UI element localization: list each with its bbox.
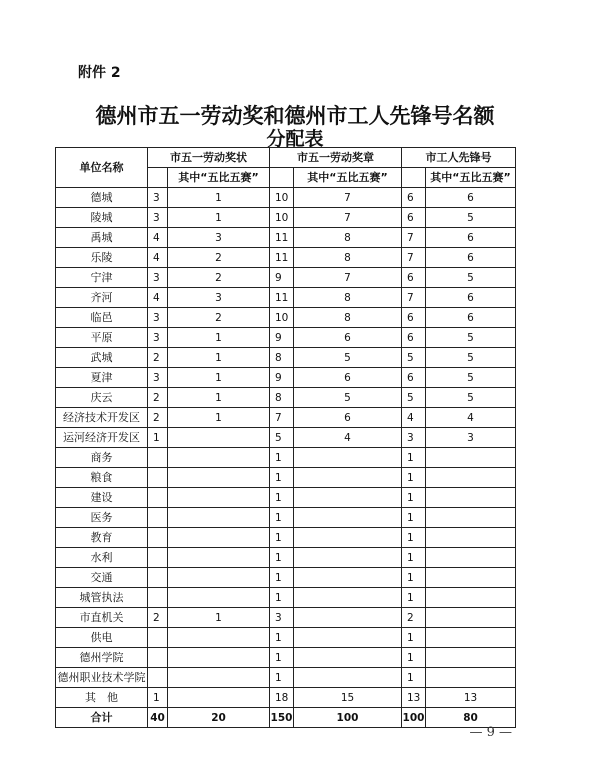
table-row: [56, 588, 516, 608]
medal-total-cell: 1: [270, 448, 294, 468]
medal-total-cell: 11: [270, 248, 294, 268]
medal-total-cell: 1: [270, 648, 294, 668]
table-row: [56, 668, 516, 688]
medal-wubi-cell: [294, 448, 402, 468]
certificate-total-cell: 4: [148, 228, 168, 248]
unit-name-cell: 德州职业技术学院: [56, 668, 148, 688]
medal-wubi-cell: 4: [294, 428, 402, 448]
attachment-label: 附件 2: [78, 65, 121, 81]
table-row: [56, 608, 516, 628]
medal-total-cell: 3: [270, 608, 294, 628]
table-row: [56, 408, 516, 428]
pioneer-wubi-cell: [426, 488, 516, 508]
pioneer-total-cell: 6: [402, 308, 426, 328]
pioneer-total-cell: 5: [402, 348, 426, 368]
certificate-total-cell: [148, 648, 168, 668]
medal-total-cell: 8: [270, 388, 294, 408]
certificate-total-cell: 40: [148, 708, 168, 728]
certificate-total-cell: [148, 488, 168, 508]
certificate-total-cell: [148, 588, 168, 608]
pioneer-total-cell: 6: [402, 368, 426, 388]
unit-name-cell: 水利: [56, 548, 148, 568]
medal-wubi-cell: 8: [294, 228, 402, 248]
document-title: 德州市五一劳动奖和德州市工人先锋号名额: [95, 103, 495, 128]
table-row: [56, 488, 516, 508]
medal-wubi-cell: [294, 628, 402, 648]
medal-wubi-cell: [294, 608, 402, 628]
pioneer-wubi-cell: 5: [426, 388, 516, 408]
certificate-total-cell: 4: [148, 288, 168, 308]
table-row: [56, 428, 516, 448]
medal-wubi-cell: 100: [294, 708, 402, 728]
unit-name-cell: 教育: [56, 528, 148, 548]
unit-name-cell: 医务: [56, 508, 148, 528]
pioneer-wubi-cell: 5: [426, 328, 516, 348]
header-pioneer: 市工人先锋号: [402, 148, 516, 168]
unit-name-cell: 陵城: [56, 208, 148, 228]
unit-name-cell: 经济技术开发区: [56, 408, 148, 428]
certificate-wubi-cell: [168, 588, 270, 608]
pioneer-wubi-cell: 4: [426, 408, 516, 428]
pioneer-total-cell: 6: [402, 188, 426, 208]
medal-wubi-cell: [294, 588, 402, 608]
table-row: [56, 468, 516, 488]
certificate-total-cell: 1: [148, 688, 168, 708]
medal-total-cell: 8: [270, 348, 294, 368]
table-row: [56, 568, 516, 588]
pioneer-total-cell: 5: [402, 388, 426, 408]
certificate-wubi-cell: [168, 568, 270, 588]
pioneer-total-cell: 1: [402, 588, 426, 608]
total-label: 合计: [56, 708, 148, 728]
pioneer-wubi-cell: [426, 448, 516, 468]
certificate-wubi-cell: [168, 468, 270, 488]
pioneer-total-cell: 1: [402, 648, 426, 668]
pioneer-wubi-cell: [426, 468, 516, 488]
pioneer-total-cell: 7: [402, 248, 426, 268]
header-total-cell: [402, 168, 426, 188]
medal-wubi-cell: [294, 648, 402, 668]
medal-total-cell: 9: [270, 328, 294, 348]
medal-total-cell: 10: [270, 188, 294, 208]
pioneer-total-cell: 1: [402, 508, 426, 528]
certificate-total-cell: [148, 468, 168, 488]
pioneer-total-cell: 6: [402, 328, 426, 348]
unit-name-cell: 平原: [56, 328, 148, 348]
pioneer-total-cell: 7: [402, 228, 426, 248]
header-total-cell: [270, 168, 294, 188]
table-row: [56, 448, 516, 468]
unit-name-cell: 供电: [56, 628, 148, 648]
pioneer-total-cell: 6: [402, 208, 426, 228]
pioneer-total-cell: 2: [402, 608, 426, 628]
medal-wubi-cell: 8: [294, 288, 402, 308]
certificate-wubi-cell: [168, 648, 270, 668]
unit-name-cell: 庆云: [56, 388, 148, 408]
table-row: [56, 348, 516, 368]
unit-name-cell: 其 他: [56, 688, 148, 708]
pioneer-wubi-cell: [426, 608, 516, 628]
unit-name-cell: 市直机关: [56, 608, 148, 628]
pioneer-total-cell: 1: [402, 548, 426, 568]
certificate-wubi-cell: 1: [168, 208, 270, 228]
unit-name-cell: 建设: [56, 488, 148, 508]
pioneer-total-cell: 1: [402, 568, 426, 588]
certificate-total-cell: 3: [148, 308, 168, 328]
medal-wubi-cell: 7: [294, 268, 402, 288]
certificate-wubi-cell: [168, 428, 270, 448]
table-row: [56, 628, 516, 648]
header-total-cell: [148, 168, 168, 188]
allocation-table: [55, 147, 516, 728]
certificate-total-cell: 2: [148, 348, 168, 368]
header-labor-medal: 市五一劳动奖章: [270, 148, 402, 168]
medal-total-cell: 18: [270, 688, 294, 708]
certificate-total-cell: [148, 448, 168, 468]
pioneer-wubi-cell: 6: [426, 248, 516, 268]
pioneer-total-cell: 3: [402, 428, 426, 448]
pioneer-total-cell: 1: [402, 528, 426, 548]
header-sub-wubi: 其中“五比五赛”: [426, 168, 516, 188]
pioneer-total-cell: 1: [402, 668, 426, 688]
unit-name-cell: 商务: [56, 448, 148, 468]
medal-wubi-cell: 8: [294, 308, 402, 328]
unit-name-cell: 乐陵: [56, 248, 148, 268]
certificate-wubi-cell: [168, 448, 270, 468]
table-row: [56, 688, 516, 708]
medal-wubi-cell: [294, 508, 402, 528]
pioneer-wubi-cell: 5: [426, 368, 516, 388]
pioneer-total-cell: 13: [402, 688, 426, 708]
medal-wubi-cell: [294, 528, 402, 548]
table-row: [56, 208, 516, 228]
certificate-total-cell: 3: [148, 188, 168, 208]
pioneer-wubi-cell: [426, 508, 516, 528]
medal-total-cell: 1: [270, 508, 294, 528]
unit-name-cell: 城管执法: [56, 588, 148, 608]
pioneer-wubi-cell: 5: [426, 268, 516, 288]
certificate-wubi-cell: 2: [168, 248, 270, 268]
table-row: [56, 188, 516, 208]
certificate-total-cell: [148, 548, 168, 568]
table-row: [56, 528, 516, 548]
medal-wubi-cell: [294, 488, 402, 508]
certificate-wubi-cell: [168, 628, 270, 648]
unit-name-cell: 宁津: [56, 268, 148, 288]
table-row: [56, 648, 516, 668]
certificate-wubi-cell: [168, 688, 270, 708]
pioneer-total-cell: 1: [402, 468, 426, 488]
medal-wubi-cell: 8: [294, 248, 402, 268]
medal-wubi-cell: [294, 468, 402, 488]
certificate-wubi-cell: [168, 508, 270, 528]
unit-name-cell: 粮食: [56, 468, 148, 488]
medal-total-cell: 10: [270, 308, 294, 328]
medal-total-cell: 5: [270, 428, 294, 448]
pioneer-wubi-cell: 6: [426, 308, 516, 328]
pioneer-wubi-cell: 13: [426, 688, 516, 708]
pioneer-total-cell: 1: [402, 488, 426, 508]
medal-total-cell: 1: [270, 668, 294, 688]
certificate-total-cell: [148, 668, 168, 688]
medal-total-cell: 9: [270, 368, 294, 388]
table-row: [56, 508, 516, 528]
medal-wubi-cell: 7: [294, 188, 402, 208]
medal-total-cell: 9: [270, 268, 294, 288]
table-row: [56, 328, 516, 348]
medal-total-cell: 7: [270, 408, 294, 428]
pioneer-wubi-cell: 5: [426, 208, 516, 228]
medal-total-cell: 150: [270, 708, 294, 728]
pioneer-wubi-cell: [426, 568, 516, 588]
medal-total-cell: 1: [270, 528, 294, 548]
unit-name-cell: 武城: [56, 348, 148, 368]
pioneer-wubi-cell: 6: [426, 188, 516, 208]
pioneer-wubi-cell: 6: [426, 288, 516, 308]
medal-total-cell: 11: [270, 228, 294, 248]
header-sub-wubi: 其中“五比五赛”: [168, 168, 270, 188]
pioneer-wubi-cell: 3: [426, 428, 516, 448]
unit-name-cell: 德州学院: [56, 648, 148, 668]
pioneer-total-cell: 1: [402, 628, 426, 648]
medal-wubi-cell: 5: [294, 388, 402, 408]
medal-wubi-cell: [294, 668, 402, 688]
unit-name-cell: 德城: [56, 188, 148, 208]
certificate-wubi-cell: 1: [168, 408, 270, 428]
medal-total-cell: 1: [270, 548, 294, 568]
certificate-wubi-cell: 2: [168, 268, 270, 288]
certificate-total-cell: 1: [148, 428, 168, 448]
certificate-total-cell: 2: [148, 388, 168, 408]
pioneer-total-cell: 6: [402, 268, 426, 288]
certificate-wubi-cell: [168, 488, 270, 508]
table-body: [56, 188, 516, 728]
header-labor-certificate: 市五一劳动奖状: [148, 148, 270, 168]
pioneer-wubi-cell: 5: [426, 348, 516, 368]
unit-name-cell: 交通: [56, 568, 148, 588]
table-row: [56, 248, 516, 268]
pioneer-wubi-cell: [426, 588, 516, 608]
certificate-wubi-cell: 1: [168, 328, 270, 348]
total-row: [56, 708, 516, 728]
document-title-line2: 分配表: [266, 128, 324, 150]
medal-total-cell: 1: [270, 628, 294, 648]
certificate-total-cell: 3: [148, 268, 168, 288]
medal-total-cell: 1: [270, 468, 294, 488]
table-row: [56, 288, 516, 308]
certificate-wubi-cell: 20: [168, 708, 270, 728]
medal-total-cell: 1: [270, 568, 294, 588]
table-row: [56, 228, 516, 248]
pioneer-wubi-cell: [426, 548, 516, 568]
medal-wubi-cell: [294, 548, 402, 568]
medal-total-cell: 1: [270, 588, 294, 608]
medal-wubi-cell: 6: [294, 368, 402, 388]
medal-total-cell: 10: [270, 208, 294, 228]
certificate-total-cell: 3: [148, 328, 168, 348]
unit-name-cell: 齐河: [56, 288, 148, 308]
medal-total-cell: 1: [270, 488, 294, 508]
header-unit-name: 单位名称: [56, 148, 148, 188]
pioneer-wubi-cell: 6: [426, 228, 516, 248]
certificate-wubi-cell: 1: [168, 348, 270, 368]
page-number: — 9 —: [469, 725, 512, 740]
certificate-wubi-cell: [168, 528, 270, 548]
pioneer-total-cell: 100: [402, 708, 426, 728]
table-row: [56, 388, 516, 408]
certificate-total-cell: [148, 568, 168, 588]
certificate-wubi-cell: 1: [168, 388, 270, 408]
pioneer-wubi-cell: [426, 648, 516, 668]
certificate-wubi-cell: [168, 548, 270, 568]
pioneer-wubi-cell: [426, 628, 516, 648]
pioneer-wubi-cell: 80: [426, 708, 516, 728]
medal-wubi-cell: 7: [294, 208, 402, 228]
certificate-total-cell: 4: [148, 248, 168, 268]
medal-wubi-cell: 5: [294, 348, 402, 368]
certificate-wubi-cell: 1: [168, 188, 270, 208]
medal-wubi-cell: 15: [294, 688, 402, 708]
pioneer-total-cell: 4: [402, 408, 426, 428]
certificate-wubi-cell: [168, 668, 270, 688]
certificate-total-cell: [148, 628, 168, 648]
certificate-wubi-cell: 1: [168, 368, 270, 388]
medal-wubi-cell: 6: [294, 408, 402, 428]
certificate-total-cell: 3: [148, 208, 168, 228]
pioneer-total-cell: 1: [402, 448, 426, 468]
certificate-wubi-cell: 3: [168, 288, 270, 308]
unit-name-cell: 夏津: [56, 368, 148, 388]
header-sub-wubi: 其中“五比五赛”: [294, 168, 402, 188]
certificate-wubi-cell: 3: [168, 228, 270, 248]
certificate-wubi-cell: 2: [168, 308, 270, 328]
medal-wubi-cell: 6: [294, 328, 402, 348]
certificate-total-cell: 2: [148, 408, 168, 428]
unit-name-cell: 运河经济开发区: [56, 428, 148, 448]
medal-wubi-cell: [294, 568, 402, 588]
certificate-total-cell: 3: [148, 368, 168, 388]
table-row: [56, 548, 516, 568]
unit-name-cell: 临邑: [56, 308, 148, 328]
pioneer-total-cell: 7: [402, 288, 426, 308]
table-row: [56, 368, 516, 388]
unit-name-cell: 禹城: [56, 228, 148, 248]
pioneer-wubi-cell: [426, 668, 516, 688]
pioneer-wubi-cell: [426, 528, 516, 548]
certificate-total-cell: [148, 528, 168, 548]
medal-total-cell: 11: [270, 288, 294, 308]
table-row: [56, 308, 516, 328]
certificate-wubi-cell: 1: [168, 608, 270, 628]
certificate-total-cell: [148, 508, 168, 528]
table-row: [56, 268, 516, 288]
certificate-total-cell: 2: [148, 608, 168, 628]
